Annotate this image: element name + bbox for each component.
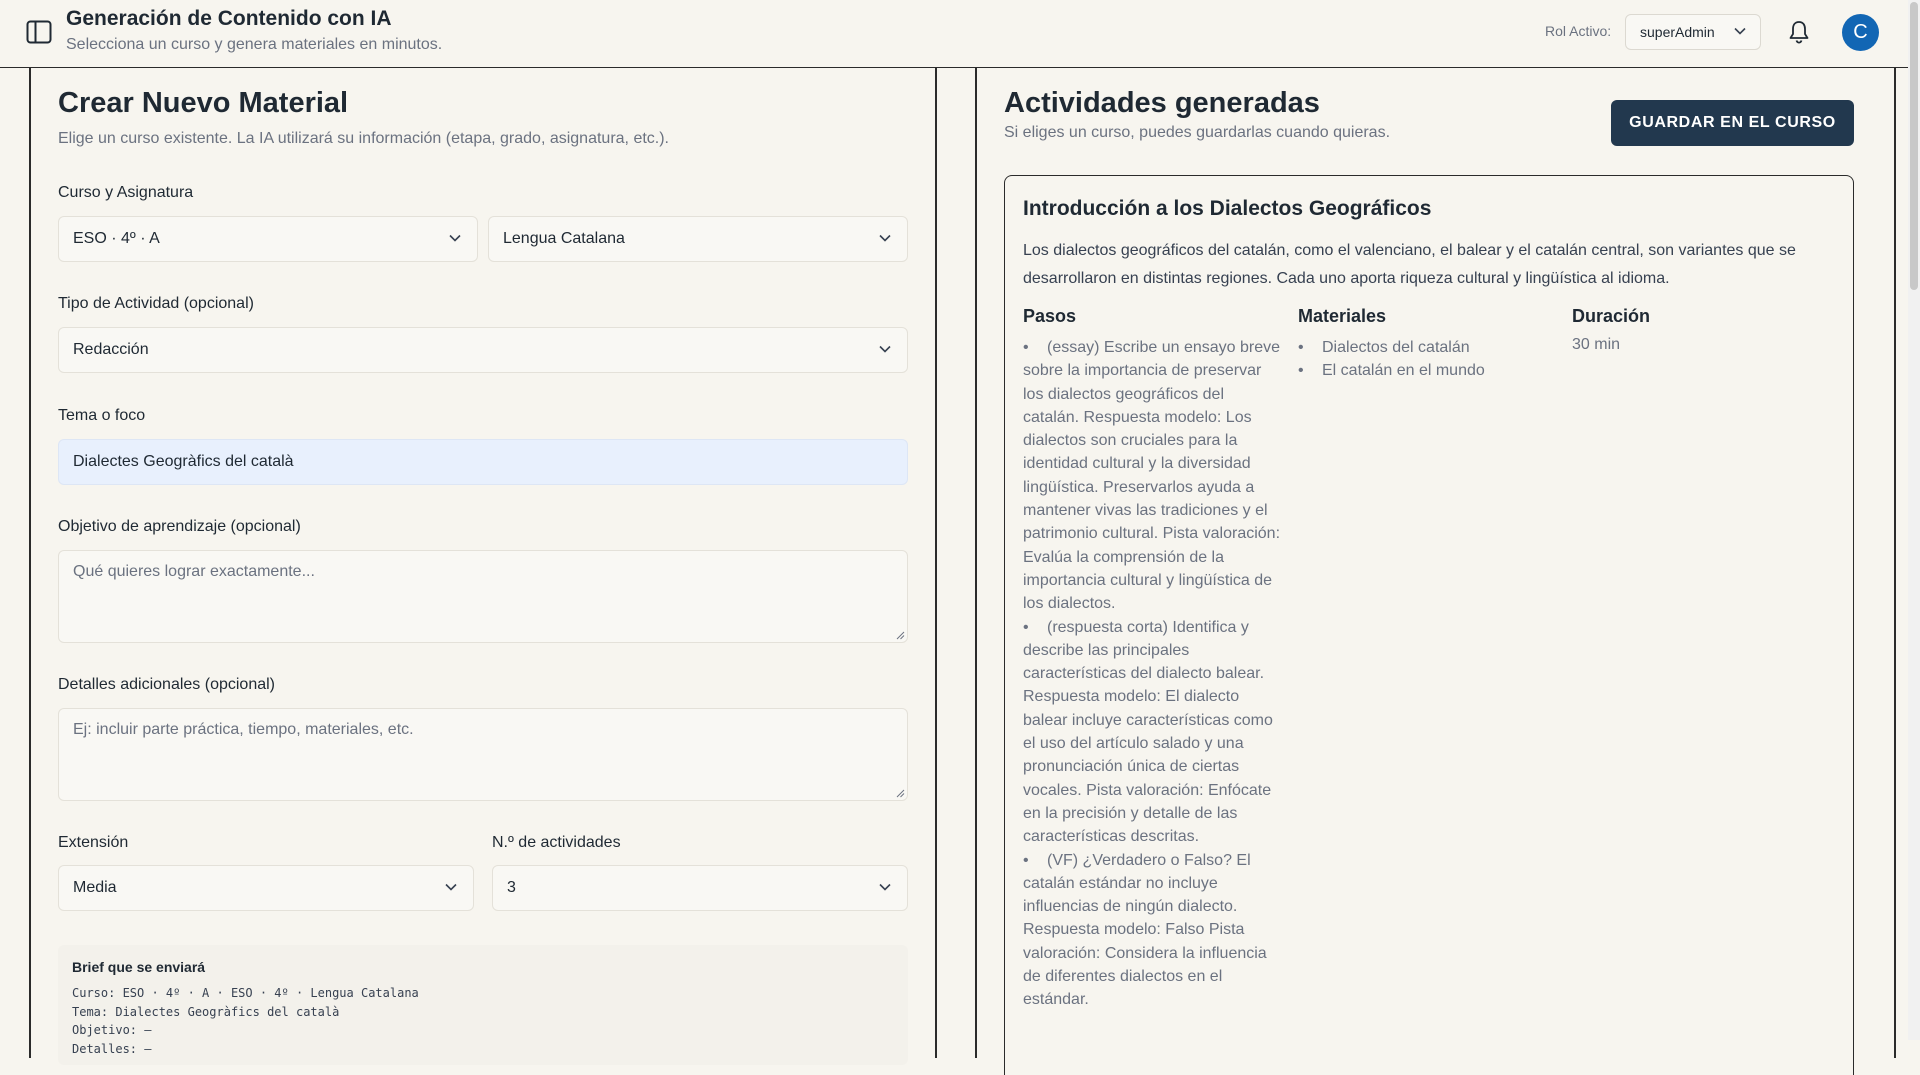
course-select-value: ESO · 4º · A: [73, 230, 160, 247]
form-description: Elige un curso existente. La IA utilizará su información (etapa, grado, asignatura, etc.).: [58, 130, 669, 147]
results-subtitle: Si eliges un curso, puedes guardarlas cuando quieras.: [1004, 124, 1391, 141]
count-select[interactable]: [492, 865, 908, 911]
scrollbar-thumb[interactable]: [1910, 2, 1918, 290]
activity-type-select-value: Redacción: [73, 341, 149, 358]
form-title: Crear Nuevo Material: [58, 87, 349, 119]
step-text: (essay) Escribe un ensayo breve sobre la importancia de preservar los dialectos geográficos del catalán. Respuesta modelo: Los dialectos son cruciales para la identidad cultural y la diversidad lingüística. Preservarlos ayuda a mantener vivas las tradiciones y el patrimonio cultural. Pista valoración: Evalúa la comprensión de la importancia cultural y lingüística de los dialectos.: [1023, 339, 1281, 613]
chevron-down-icon: [445, 883, 457, 891]
topic-input[interactable]: [58, 439, 908, 485]
list-item: • Dialectos del catalán: [1298, 339, 1470, 356]
list-item: • El catalán en el mundo: [1298, 362, 1485, 380]
duration-heading: Duración: [1572, 306, 1651, 326]
materials-heading: Materiales: [1298, 306, 1387, 326]
activity-type-select[interactable]: [58, 327, 908, 373]
chevron-down-icon: [449, 234, 461, 242]
details-label: Detalles adicionales (opcional): [58, 676, 276, 693]
brief-line: Objetivo: —: [72, 1023, 152, 1037]
course-label: Curso y Asignatura: [58, 184, 194, 201]
steps-heading: Pasos: [1023, 306, 1077, 326]
subject-select[interactable]: [488, 216, 908, 262]
generated-activities-panel: [975, 68, 1896, 1058]
create-material-panel: [29, 68, 937, 1058]
count-select-value: 3: [507, 879, 516, 896]
chevron-down-icon: [879, 883, 891, 891]
list-item: • (respuesta corta) Identifica y describe las principales características del dialecto balear. Respuesta modelo: El dialecto balear incluye características como el uso del artículo salado y una pronunciación única de ciertas vocales. Pista valoración: Enfócate en la precisión y detalle de las características descritas.: [1023, 618, 1273, 846]
activity-title: Introducción a los Dialectos Geográficos: [1023, 197, 1432, 220]
avatar[interactable]: C: [1842, 14, 1879, 51]
resize-grip-icon[interactable]: [895, 630, 905, 640]
length-select-value: Media: [73, 879, 117, 896]
chevron-down-icon: [879, 234, 891, 242]
brief-title: Brief que se enviará: [72, 959, 206, 975]
steps-list: [1023, 336, 1283, 1012]
chevron-down-icon: [1734, 27, 1746, 35]
material-text: El catalán en el mundo: [1322, 362, 1485, 380]
page-subtitle: Selecciona un curso y genera materiales en minutos.: [66, 36, 443, 53]
activity-description: Los dialectos geográficos del catalán, como el valenciano, el balear y el catalán central, son variantes que se desarrollaron en distintas regiones. Cada uno aporta riqueza cultural y lingüística al idioma.: [1023, 242, 1796, 287]
save-to-course-button[interactable]: GUARDAR EN EL CURSO: [1611, 100, 1854, 146]
step-text: (VF) ¿Verdadero o Falso? El catalán estándar no incluye influencias de ningún dialecto. Respuesta modelo: Falso Pista valoración: Considera la influencia de diferentes dialectos en el estándar.: [1023, 851, 1267, 1009]
chevron-down-icon: [879, 345, 891, 353]
list-item: • (essay) Escribe un ensayo breve sobre la importancia de preservar los dialectos geográficos del catalán. Respuesta modelo: Los dialectos son cruciales para la identidad cultural y la diversidad lingüística. Preservarlos ayuda a mantener vivas las tradiciones y el patrimonio cultural. Pista valoración: Evalúa la comprensión de la importancia cultural y lingüística de los dialectos.: [1023, 339, 1281, 613]
details-placeholder: Ej: incluir parte práctica, tiempo, materiales, etc.: [73, 721, 414, 738]
role-select[interactable]: [1625, 14, 1761, 50]
material-text: Dialectos del catalán: [1322, 339, 1470, 356]
page-title: Generación de Contenido con IA: [66, 7, 392, 30]
role-label: Rol Activo:: [1545, 23, 1612, 39]
subject-select-value: Lengua Catalana: [503, 230, 625, 247]
objective-textarea[interactable]: [58, 550, 908, 643]
topic-label: Tema o foco: [58, 407, 146, 424]
course-select[interactable]: [58, 216, 478, 262]
results-title: Actividades generadas: [1004, 87, 1320, 119]
sidebar-toggle-icon[interactable]: [26, 20, 52, 44]
role-select-value: superAdmin: [1640, 24, 1715, 40]
activity-type-label: Tipo de Actividad (opcional): [58, 295, 254, 312]
objective-placeholder: Qué quieres lograr exactamente...: [73, 563, 315, 580]
brief-preview: [58, 945, 908, 1065]
top-header: [0, 0, 1908, 68]
list-item: • (VF) ¿Verdadero o Falso? El catalán estándar no incluye influencias de ningún dialecto. Respuesta modelo: Falso Pista valoración: Considera la influencia de diferentes dialectos en el estándar.: [1023, 851, 1267, 1009]
count-label: N.º de actividades: [492, 834, 621, 851]
length-label: Extensión: [58, 834, 129, 851]
details-textarea[interactable]: [58, 708, 908, 801]
length-select[interactable]: [58, 865, 474, 911]
brief-line: Detalles: —: [72, 1041, 152, 1056]
brief-line: Curso: ESO · 4º · A · ESO · 4º · Lengua Catalana: [72, 986, 419, 1000]
duration-value: 30 min: [1572, 336, 1621, 353]
step-text: (respuesta corta) Identifica y describe las principales características del dialecto balear. Respuesta modelo: El dialecto balear incluye características como el uso del artículo salado y una pronunciación única de ciertas vocales. Pista valoración: Enfócate en la precisión y detalle de las características descritas.: [1023, 618, 1273, 846]
topic-input-value: Dialectes Geogràfics del català: [73, 453, 294, 470]
brief-line: Tema: Dialectes Geogràfics del català: [72, 1004, 340, 1019]
materials-list: [1298, 336, 1485, 383]
bell-icon[interactable]: [1787, 19, 1811, 45]
resize-grip-icon[interactable]: [895, 788, 905, 798]
objective-label: Objetivo de aprendizaje (opcional): [58, 518, 301, 535]
activity-card: [1004, 175, 1854, 1075]
